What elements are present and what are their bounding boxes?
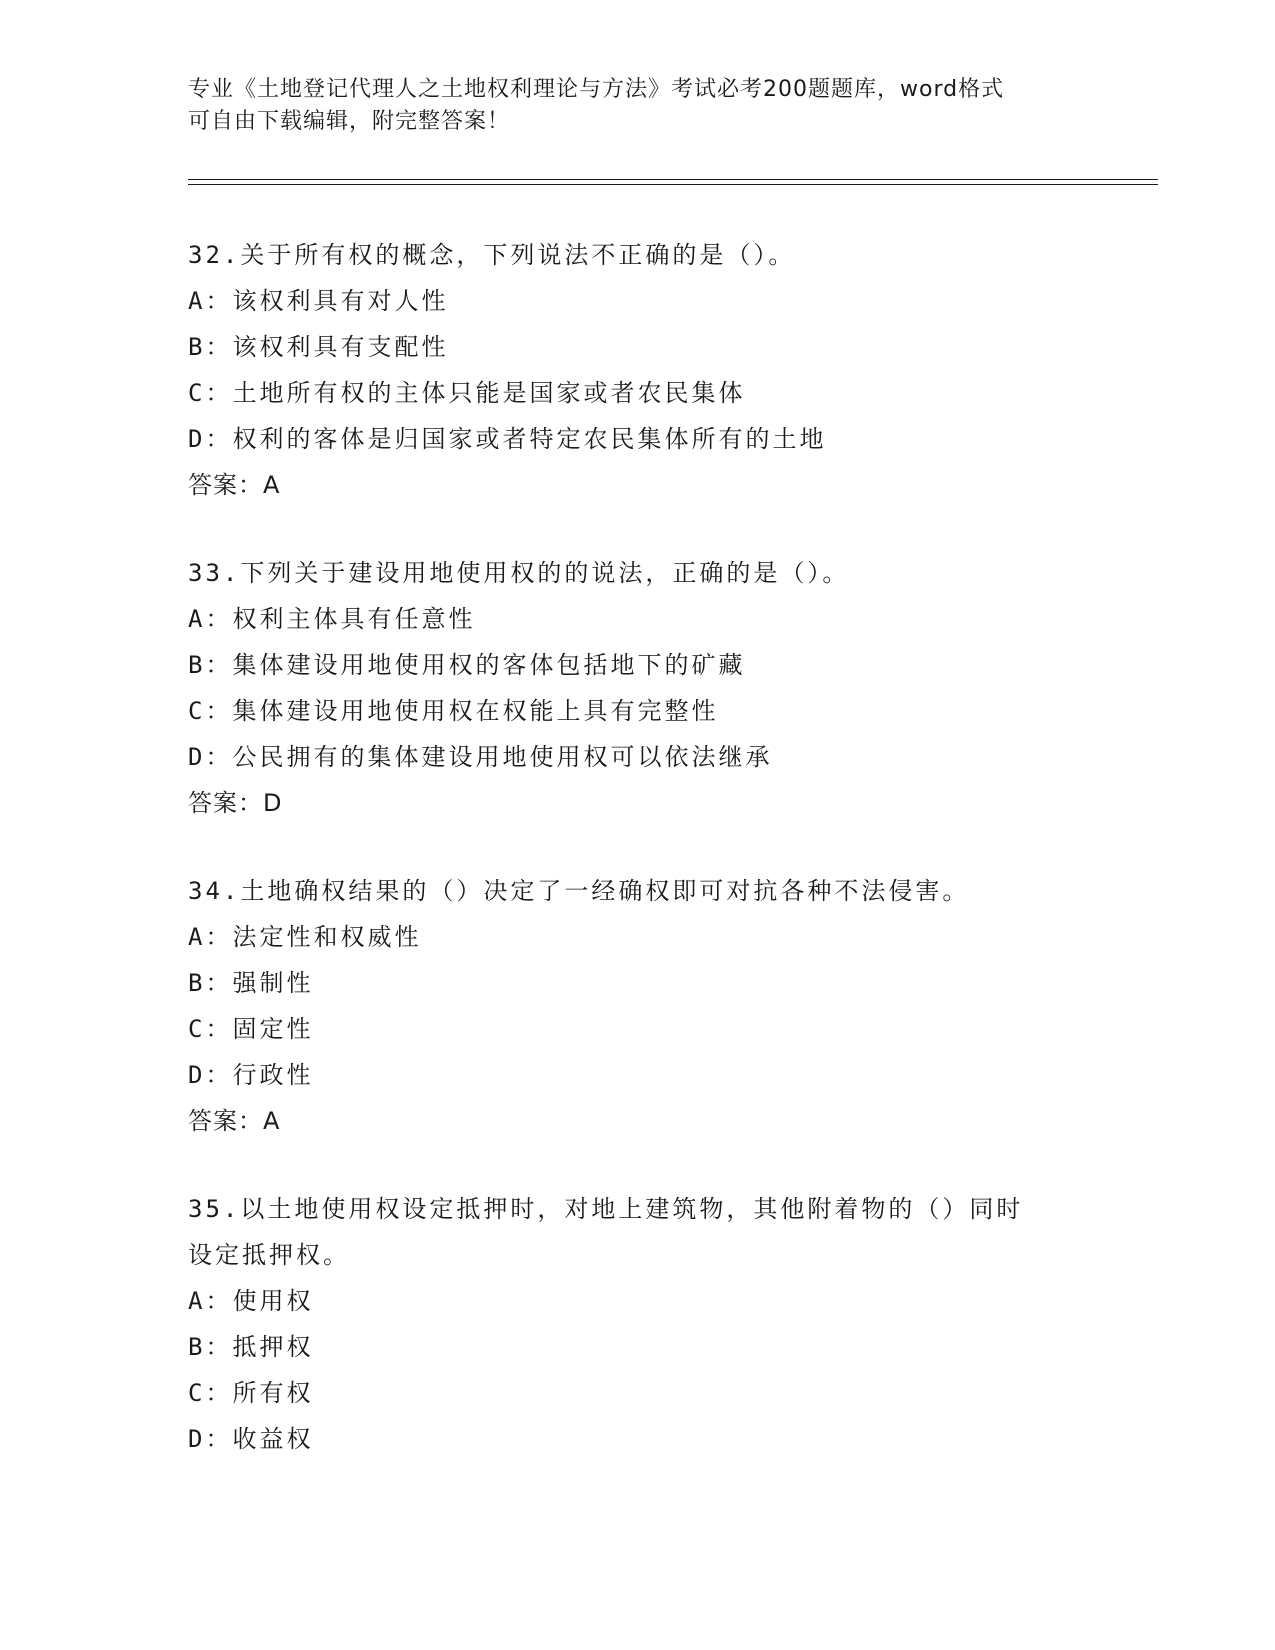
- option-a: A：该权利具有对人性: [188, 287, 449, 315]
- document-header: [188, 74, 1088, 138]
- header-line: 可自由下载编辑，附完整答案！: [188, 109, 511, 134]
- question-item: [188, 1186, 1088, 1462]
- option-b: B：强制性: [188, 969, 314, 997]
- option-b: B：该权利具有支配性: [188, 333, 449, 361]
- question-item: [188, 868, 1088, 1144]
- option-a: A：使用权: [188, 1287, 314, 1315]
- option-a: A：权利主体具有任意性: [188, 605, 476, 633]
- option-c: C：集体建设用地使用权在权能上具有完整性: [188, 697, 719, 725]
- question-item: [188, 550, 1088, 826]
- question-item: [188, 232, 1088, 508]
- question-stem-continued: 设定抵押权。: [188, 1241, 350, 1269]
- option-a: A：法定性和权威性: [188, 923, 422, 951]
- option-c: C：所有权: [188, 1379, 314, 1407]
- answer: 答案：A: [188, 471, 281, 499]
- answer: 答案：D: [188, 789, 283, 817]
- header-line: 专业《土地登记代理人之土地权利理论与方法》考试必考200题题库，word格式: [188, 77, 1005, 102]
- option-c: C：固定性: [188, 1015, 314, 1043]
- option-d: D：公民拥有的集体建设用地使用权可以依法继承: [188, 743, 773, 771]
- option-b: B：集体建设用地使用权的客体包括地下的矿藏: [188, 651, 746, 679]
- header-divider-bottom: [188, 184, 1158, 185]
- question-stem: 33.下列关于建设用地使用权的的说法，正确的是（）。: [188, 559, 850, 587]
- question-list: [188, 232, 1088, 1504]
- option-c: C：土地所有权的主体只能是国家或者农民集体: [188, 379, 746, 407]
- question-stem: 34.土地确权结果的（）决定了一经确权即可对抗各种不法侵害。: [188, 877, 970, 905]
- answer: 答案：A: [188, 1107, 281, 1135]
- option-d: D：收益权: [188, 1425, 314, 1453]
- option-b: B：抵押权: [188, 1333, 314, 1361]
- header-divider-top: [188, 179, 1158, 180]
- option-d: D：权利的客体是归国家或者特定农民集体所有的土地: [188, 425, 827, 453]
- question-stem: 35.以土地使用权设定抵押时，对地上建筑物，其他附着物的（）同时: [188, 1195, 1024, 1223]
- question-stem: 32.关于所有权的概念，下列说法不正确的是（）。: [188, 241, 796, 269]
- option-d: D：行政性: [188, 1061, 314, 1089]
